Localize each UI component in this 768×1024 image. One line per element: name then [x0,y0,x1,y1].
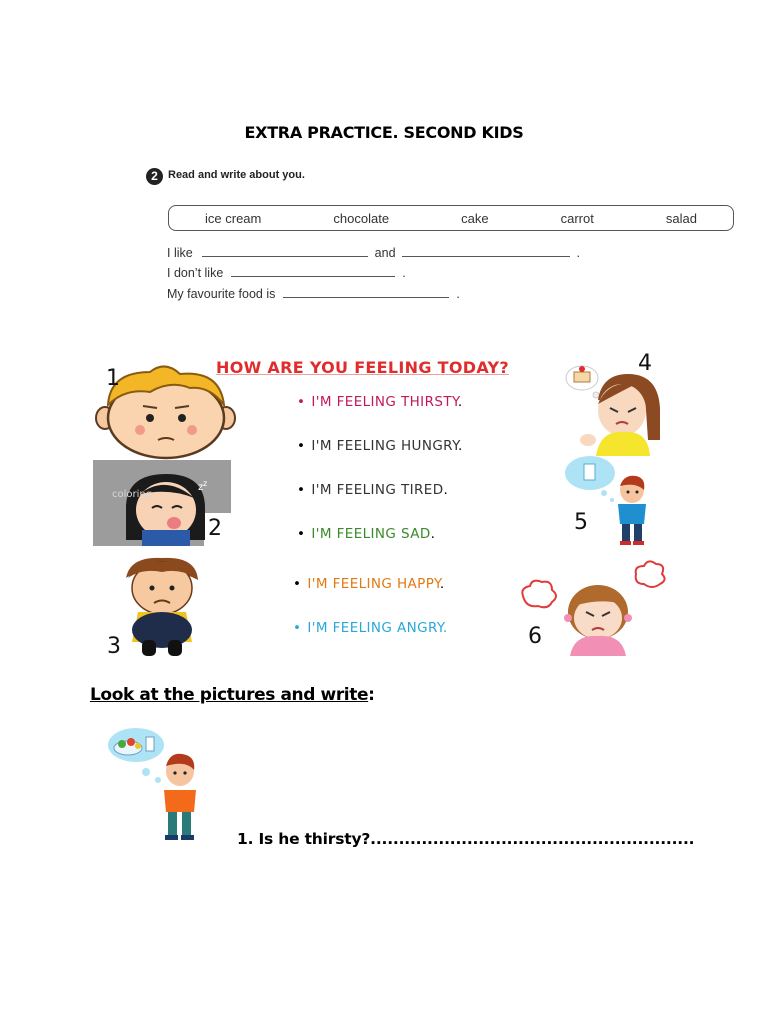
feeling-line [293,620,448,636]
feeling-period: . [439,576,445,592]
word-bank-item: ice cream [205,210,262,226]
watermark-text: coloring [112,489,153,500]
write-line-label: I like [167,246,193,260]
feeling-line [297,438,463,454]
exercise-number-badge: 2 [146,168,163,185]
section-heading-text: Look at the pictures and write [90,685,369,705]
feeling-period: . [442,620,448,636]
svg-text:z: z [203,479,208,488]
picture-number: 6 [528,624,542,649]
write-line-conjunction: and [374,246,396,260]
svg-text:z: z [198,482,204,493]
bullet-icon: • [297,482,306,498]
word-bank-item: carrot [560,210,594,226]
picture-number: 4 [638,351,652,376]
feeling-text: I'M FEELING HAPPY [307,576,440,592]
write-line-period: . [576,246,580,260]
picture-number: 2 [208,516,222,541]
feeling-text: I'M FEELING TIRED [311,482,444,498]
bullet-icon: • [297,526,306,542]
bullet-icon: • [297,438,306,454]
feelings-title: HOW ARE YOU FEELING TODAY? [216,358,509,377]
write-line-label: My favourite food is [167,287,276,301]
write-line-period: . [456,287,460,301]
picture-number: 1 [106,366,120,391]
bullet-icon: • [293,576,302,592]
feeling-text: I'M FEELING THIRSTY [311,394,458,410]
write-line-period: . [402,266,406,280]
word-bank-item: salad [665,210,697,226]
feeling-period: . [430,526,436,542]
bullet-icon: • [293,620,302,636]
boy-salad-thought-illustration [108,728,196,840]
feeling-text: I'M FEELING HUNGRY [311,438,459,454]
picture-number: 3 [107,634,121,659]
girl-cake-thought-illustration [566,366,660,456]
feeling-line [297,394,463,410]
feeling-period: . [457,394,463,410]
feeling-line [293,576,445,592]
sad-boy-illustration [126,558,198,656]
feeling-line [297,526,435,542]
word-bank-item: chocolate [333,210,390,226]
question-1[interactable]: 1. Is he thirsty?......................................................... [237,830,695,848]
word-bank-item: cake [461,210,489,226]
feeling-text: I'M FEELING ANGRY [307,620,443,636]
write-line-label: I don’t like [167,266,224,280]
picture-number: 5 [574,510,588,535]
feeling-text: I'M FEELING SAD [311,526,431,542]
bullet-icon: • [297,394,306,410]
section-heading-colon: : [368,685,375,705]
feeling-line [297,482,448,498]
feeling-period: . [458,438,463,454]
angry-girl-illustration [522,561,664,656]
section-heading [90,685,375,705]
feeling-period: . [443,482,449,498]
exercise-instruction: Read and write about you. [168,169,305,181]
document-title: EXTRA PRACTICE. SECOND KIDS [244,123,524,142]
